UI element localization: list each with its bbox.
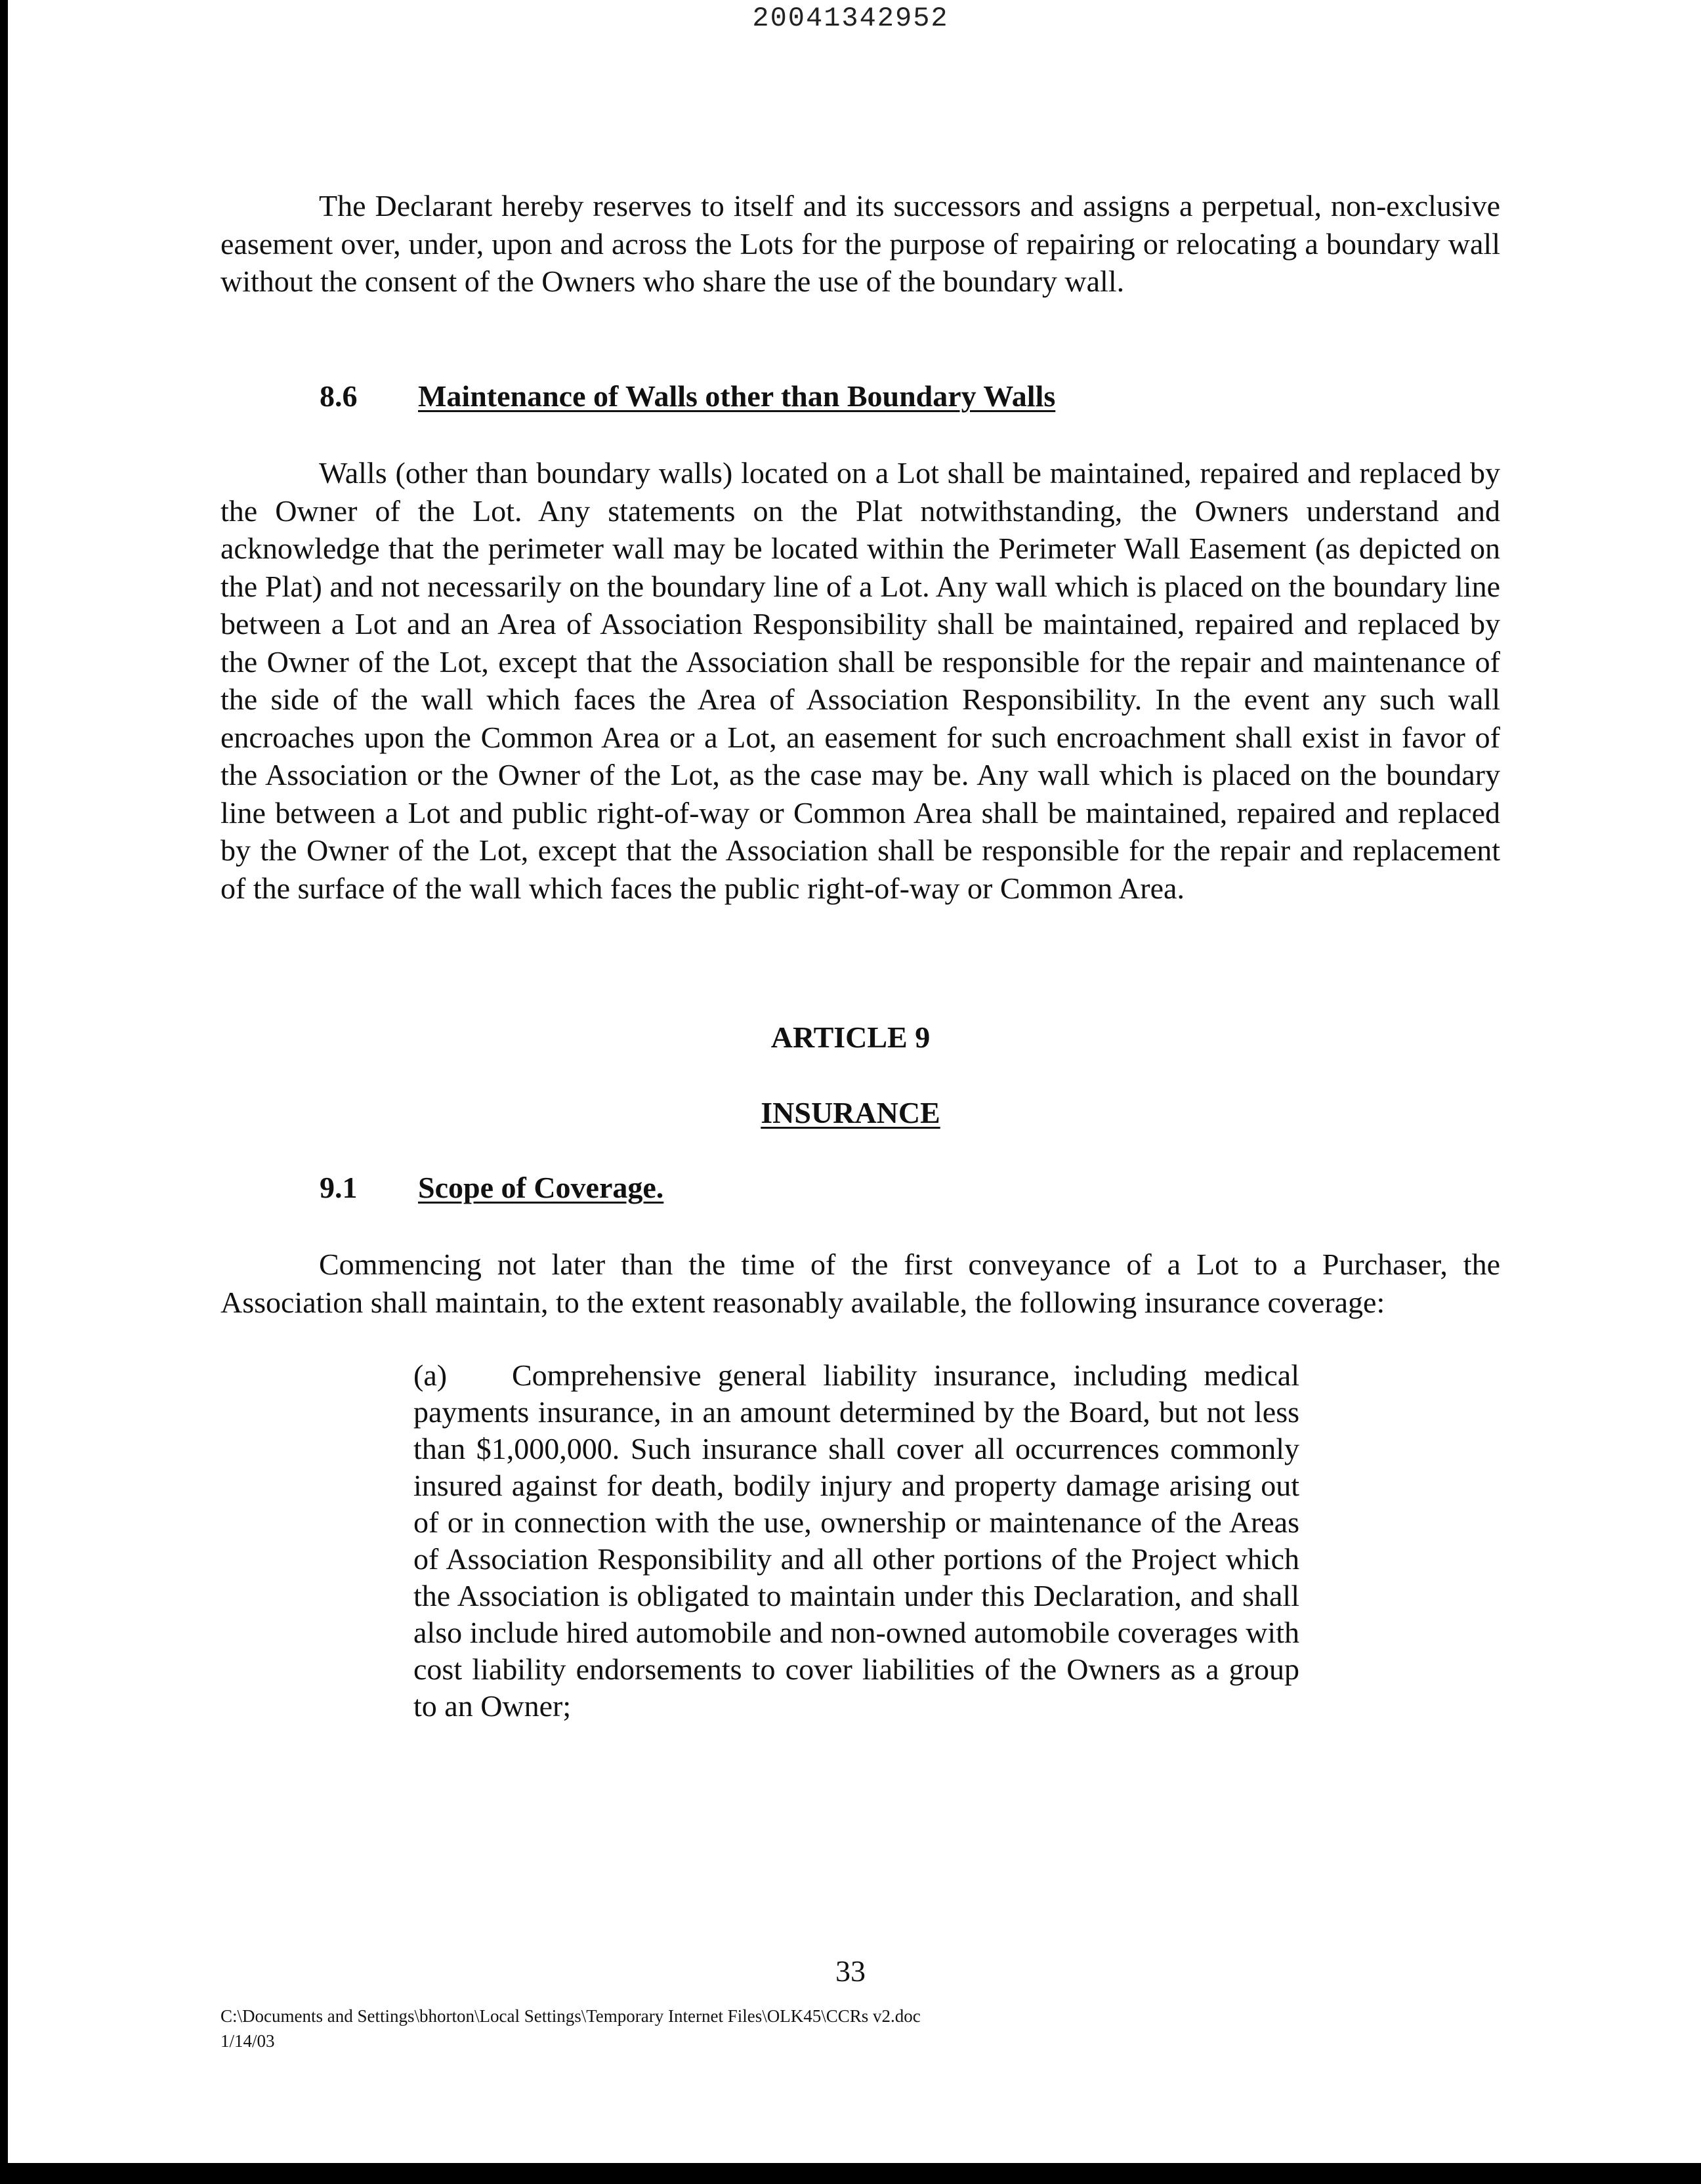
document-id: 20041342952 (752, 3, 949, 34)
section-9-1-title: Scope of Coverage. (418, 1171, 664, 1204)
section-9-1-intro: Commencing not later than the time of the first conveyance of a Lot to a Purchaser, the Association shall maintain, to the extent reasonably available, the following insurance coverage: (220, 1248, 1500, 1319)
scan-bottom-edge (0, 2163, 1701, 2184)
page-number: 33 (835, 1954, 866, 1988)
section-8-6-body: Walls (other than boundary walls) located on a Lot shall be maintained, repaired and replaced by the Owner of the Lot. Any statements on the Plat notwithstanding, the Owners understand and acknowledge that the perimeter wall may be located within the Perimeter Wall Easement (as depicted on the Plat) and not necessarily on the boundary line of a Lot. Any wall which is placed on the boundary line between a Lot and an Area of Association Responsibility shall be maintained, repaired and replaced by the Owner of the Lot, except that the Association shall be responsible for the repair and maintenance of the side of the wall which faces the Area of Association Responsibility. In the event any such wall encroaches upon the Common Area or a Lot, an easement for such encroachment shall exist in favor of the Association or the Owner of the Lot, as the case may be. Any wall which is placed on the boundary line between a Lot and public right-of-way or Common Area shall be maintained, repaired and replaced by the Owner of the Lot, except that the Association shall be responsible for the repair and replacement of the surface of the wall which faces the public right-of-way or Common Area. (220, 456, 1500, 905)
easement-paragraph: The Declarant hereby reserves to itself and its successors and assigns a perpetual, non-exclusive easement over, under, upon and across the Lots for the purpose of repairing or relocating a boundary wall without the consent of the Owners who share the use of the boundary wall. (220, 189, 1500, 298)
section-9-1-number: 9.1 (320, 1171, 358, 1204)
article-title: INSURANCE (761, 1096, 940, 1129)
footer-date: 1/14/03 (220, 2031, 275, 2051)
coverage-item-a-label: (a) (413, 1358, 448, 1392)
article-label: ARTICLE 9 (770, 1020, 931, 1054)
coverage-item-a-text: Comprehensive general liability insurance, including medical payments insurance, in an amount determined by the Board, but not less than $1,000,000. Such insurance shall cover all occurrences commonly insured against for death, bodily injury and property damage arising out of or in connection with the use, ownership or maintenance of the Areas of Association Responsibility and all other portions of the Project which the Association is obligated to maintain under this Declaration, and shall also include hired automobile and non-owned automobile coverages with cost liability endorsements to cover liabilities of the Owners as a group to an Owner; (413, 1358, 1299, 1723)
coverage-item-a (413, 1357, 1299, 1725)
section-8-6-title: Maintenance of Walls other than Boundary Walls (418, 379, 1056, 413)
section-8-6-number: 8.6 (320, 379, 358, 413)
scan-left-edge (0, 0, 8, 2184)
footer-file-path: C:\Documents and Settings\bhorton\Local Settings\Temporary Internet Files\OLK45\CCRs v2.doc (220, 2006, 921, 2026)
